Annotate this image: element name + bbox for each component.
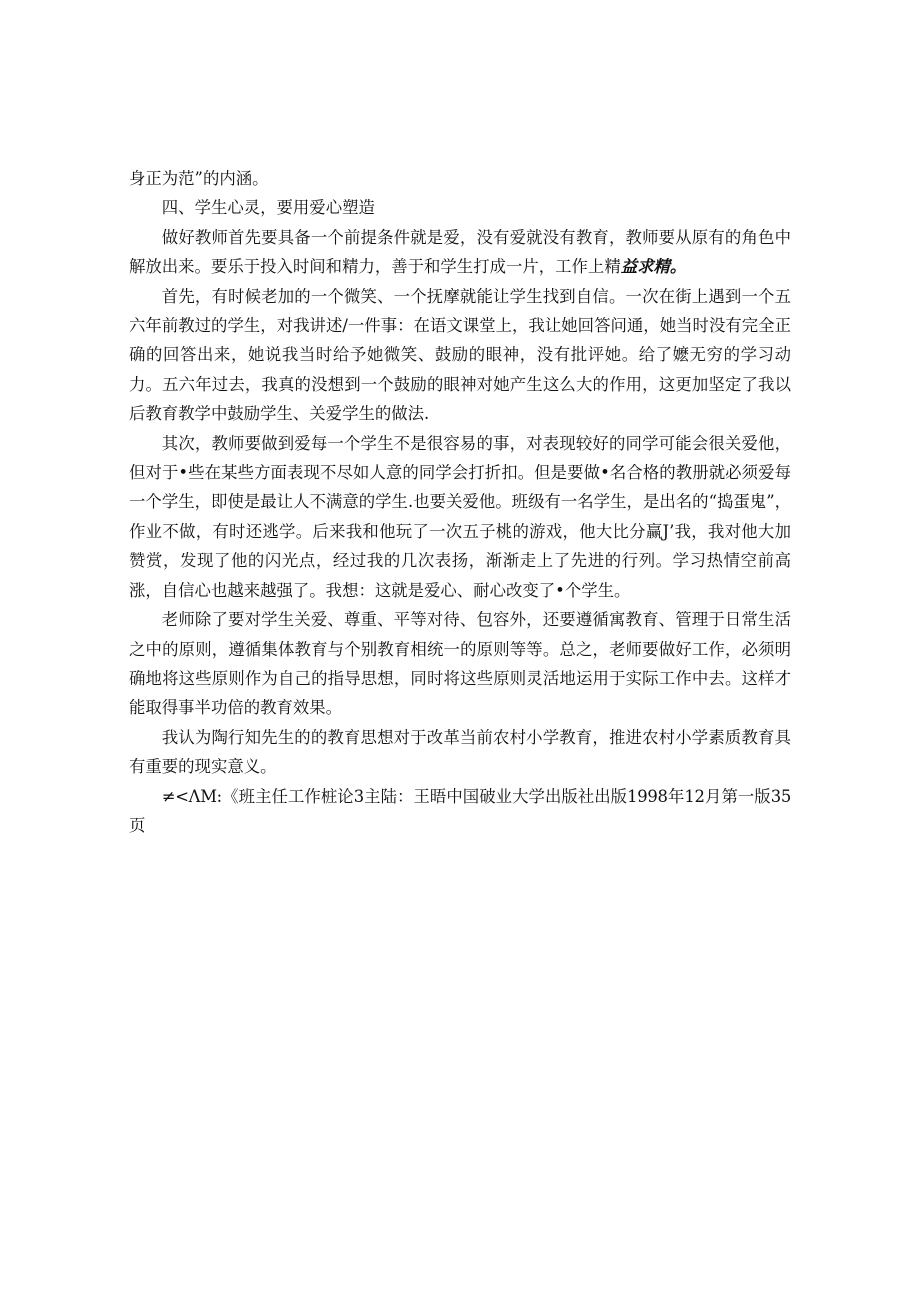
- paragraph-text: 做好教师首先要具备一个前提条件就是爱，没有爱就没有教育，教师要从原有的角色中解放出来。要乐于投入时间和精力，善于和学生打成一片，工作上精: [129, 227, 791, 277]
- paragraph-continuation: 身正为范”的内涵。: [129, 169, 269, 188]
- section-heading: 四、学生心灵，要用爱心塑造: [161, 198, 375, 218]
- document-body: [129, 164, 791, 840]
- paragraph-smile: 首先，有时候老加的一个微笑、一个抚摩就能让学生找到自信。一次在街上遇到一个五六年前教过的学生，对我讲述/一件事：在语文课堂上，我让她回答问通，她当时没有完全正确的回答出来，她说我当时给予她微笑、鼓励的眼神，没有批评她。给了嬷无穷的学习动力。五六年过去，我真的没想到一个鼓励的眼神对她产生这么大的作用，这更加坚定了我以后教育教学中鼓励学生、关爱学生的做法.: [129, 286, 791, 424]
- emphasis-text: 益求精。: [620, 257, 687, 277]
- paragraph-every-student: 其次，教师要做到爱每一个学生不是很容易的事，对表现较好的同学可能会很关爱他，但对于•些在某些方面表现不尽如人意的同学会打折扣。但是要做•名合格的教册就必须爱每一个学生，即使是最让人不满意的学生.也要关爱他。班级有一名学生，是出名的“捣蛋鬼”，作业不做，有时还逃学。后来我和他玩了一次五子桃的游戏，他大比分赢J’我，我对他大加赞赏，发现了他的闪光点，经过我的几次表扬，渐渐走上了先进的行列。学习热情空前高涨，自信心也越来越强了。我想：这就是爱心、耐心改变了•个学生。: [129, 433, 791, 600]
- paragraph-conclusion: 我认为陶行知先生的的教育思想对于改革当前农村小学教育，推进农村小学素质教育具有重要的现实意义。: [129, 727, 791, 777]
- paragraph-love-premise: [129, 223, 791, 282]
- footnote: ≠<ΛM:《班主任工作桩论3主陆：王晤中国破业大学出版社出版1998年12月第一版35页: [129, 786, 791, 835]
- paragraph-principles: 老师除了要对学生关爱、尊重、平等对待、包容外，还要遵循寓教育、管理于日常生活之中的原则，遵循集体教育与个别教育相统一的原则等等。总之，老师要做好工作，必须明确地将这些原则作为自己的指导思想，同时将这些原则灵活地运用于实际工作中去。这样才能取得事半功倍的教育效果。: [129, 610, 791, 718]
